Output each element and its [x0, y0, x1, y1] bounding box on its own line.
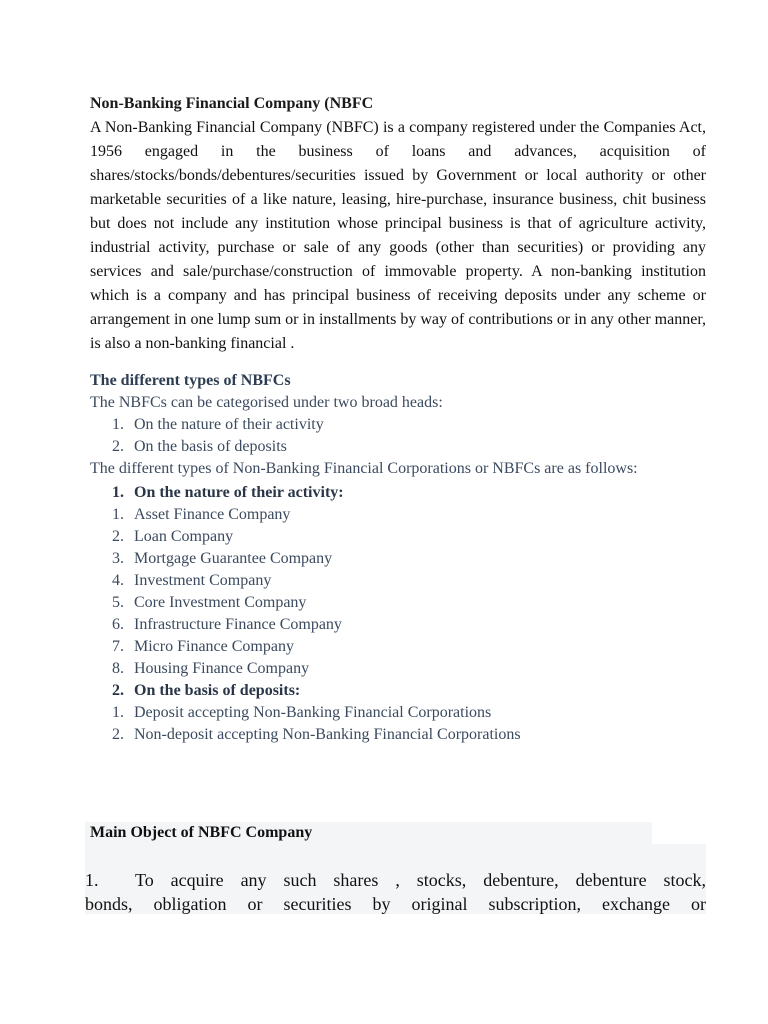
main-object-line-1: 1. To acquire any such shares , stocks, debenture, debenture stock,: [85, 870, 706, 890]
list-item: 1. Asset Finance Company: [112, 506, 291, 523]
list-item: 2. On the basis of deposits: [112, 438, 287, 455]
main-object-num: 1.: [85, 870, 99, 890]
types-intro: The NBFCs can be categorised under two broad heads:: [90, 394, 443, 411]
list-item: 1. On the nature of their activity: [112, 416, 324, 433]
main-object-heading: Main Object of NBFC Company: [85, 822, 652, 844]
intro-paragraph: A Non-Banking Financial Company (NBFC) is a company registered under the Companies Act, 1956 engaged in the business of loans and advances, acquisition of shares/stocks/bonds/debentures/securities issued by Government or local authority or other marketable securities of a like nature, leasing, hire-purchase, insurance business, chit business but does not include any institution whose principal business is that of agriculture activity, industrial activity, purchase or sale of any goods (other than securities) or providing any services and sale/purchase/construction of immovable property. A non-banking institution which is a company and has principal business of receiving deposits under any scheme or arrangement in one lump sum or in installments by way of contributions or in any other manner, is also a non-banking financial .: [90, 119, 706, 352]
types-follow: The different types of Non-Banking Financial Corporations or NBFCs are as follows:: [90, 460, 638, 477]
page-title: Non-Banking Financial Company (NBFC: [90, 95, 374, 112]
deposit-heading: 2. On the basis of deposits:: [112, 682, 301, 699]
types-heading: The different types of NBFCs: [90, 372, 291, 389]
broad-heads-list: [90, 414, 706, 458]
main-object-line-2: bonds, obligation or securities by original subscription, exchange or: [85, 894, 706, 914]
types-list: [90, 482, 706, 746]
list-item: 7. Micro Finance Company: [112, 638, 294, 655]
list-item: 3. Mortgage Guarantee Company: [112, 550, 333, 567]
activity-heading: 1. On the nature of their activity:: [112, 484, 344, 501]
list-item: 8. Housing Finance Company: [112, 660, 310, 677]
list-item: 5. Core Investment Company: [112, 594, 307, 611]
list-item: 2. Non-deposit accepting Non-Banking Financial Corporations: [112, 726, 521, 743]
document-body: [90, 92, 706, 746]
list-item: 4. Investment Company: [112, 572, 272, 589]
main-object-item: [85, 868, 706, 916]
list-item: 2. Loan Company: [112, 528, 234, 545]
list-item: 1. Deposit accepting Non-Banking Financial Corporations: [112, 704, 492, 721]
list-item: 6. Infrastructure Finance Company: [112, 616, 342, 633]
